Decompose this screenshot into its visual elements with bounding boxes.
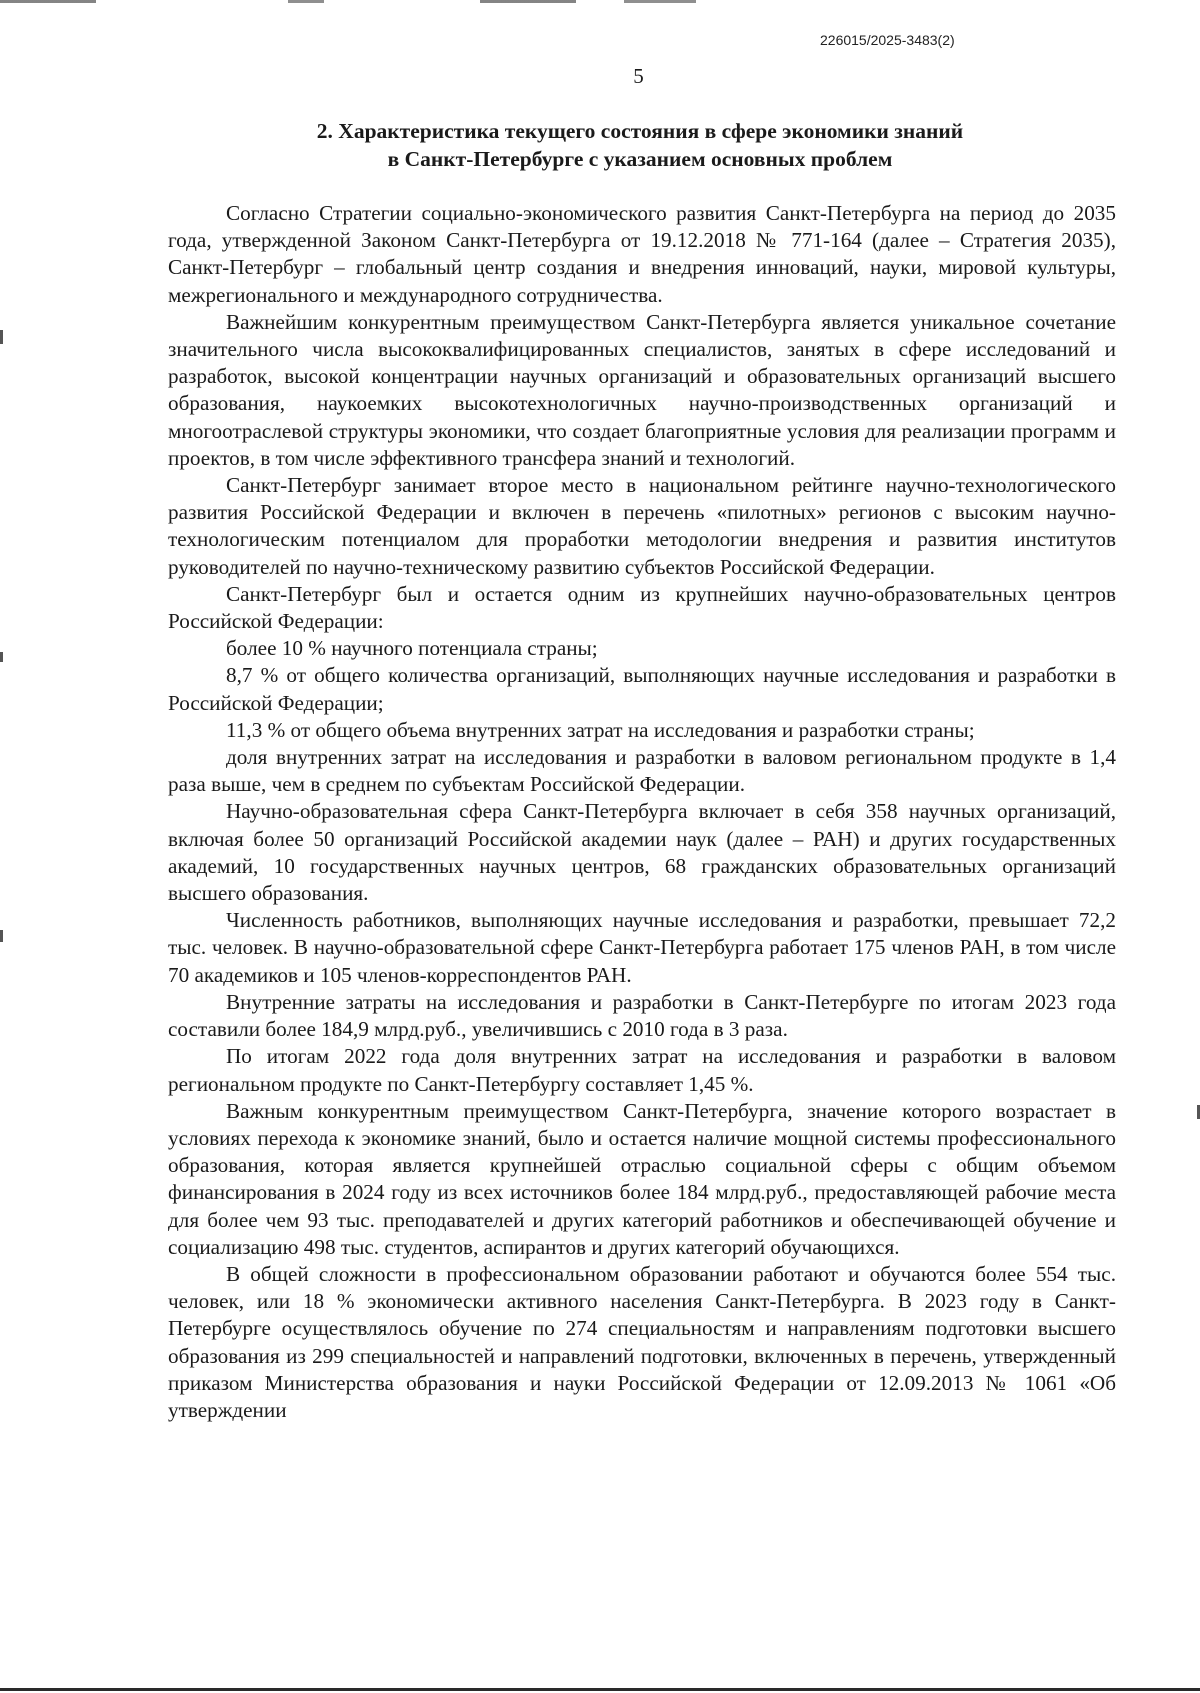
section-heading bbox=[170, 117, 1110, 173]
scan-mark-left bbox=[0, 930, 3, 942]
paragraph: Важнейшим конкурентным преимуществом Санкт-Петербурга является уникальное сочетание значительного числа высококвалифицированных специалистов, занятых в сфере исследований и разработок, высокой концентрации научных организаций и образовательных организаций высшего образования, наукоемких высокотехнологичных научно-производственных организаций и многоотраслевой структуры экономики, что создает благоприятные условия для реализации программ и проектов, в том числе эффективного трансфера знаний и технологий. bbox=[168, 309, 1116, 470]
list-item-paragraph: 11,3 % от общего объема внутренних затрат на исследования и разработки страны; bbox=[226, 717, 975, 742]
list-item-paragraph: 8,7 % от общего количества организаций, выполняющих научные исследования и разработки в Российской Федерации; bbox=[168, 663, 1116, 715]
list-item-paragraph: доля внутренних затрат на исследования и разработки в валовом региональном продукте в 1,4 раза выше, чем в среднем по субъектам Российской Федерации. bbox=[168, 745, 1116, 797]
document-registration-number: 226015/2025-3483(2) bbox=[820, 32, 955, 48]
paragraph: Санкт-Петербург занимает второе место в национальном рейтинге научно-технологического развития Российской Федерации и включен в перечень «пилотных» регионов с высоким научно-технологическим потенциалом для проработки методологии внедрения и развития институтов руководителей по научно-техническому развитию субъектов Российской Федерации. bbox=[168, 473, 1116, 579]
scan-border-top bbox=[0, 0, 1200, 3]
paragraph: Внутренние затраты на исследования и разработки в Санкт-Петербурге по итогам 2023 года составили более 184,9 млрд.руб., увеличившись с 2010 года в 3 раза. bbox=[168, 989, 1116, 1042]
paragraph: По итогам 2022 года доля внутренних затрат на исследования и разработки в валовом региональном продукте по Санкт-Петербургу составляет 1,45 %. bbox=[168, 1044, 1116, 1096]
document-body bbox=[168, 200, 1116, 1424]
paragraph: В общей сложности в профессиональном образовании работают и обучаются более 554 тыс. человек, или 18 % экономически активного населения Санкт-Петербурга. В 2023 году в Санкт-Петербурге осуществлялось обучение по 274 специальностям и направлениям подготовки высшего образования из 299 специальностей и направлений подготовки, включенных в перечень, утвержденный приказом Министерства образования и науки Российской Федерации от 12.09.2013 № 1061 «Об утверждении bbox=[168, 1261, 1116, 1422]
list-item-paragraph: более 10 % научного потенциала страны; bbox=[226, 636, 598, 661]
paragraph: Согласно Стратегии социально-экономического развития Санкт-Петербурга на период до 2035 года, утвержденной Законом Санкт-Петербурга от 19.12.2018 № 771-164 (далее – Стратегия 2035), Санкт-Петербург – глобальный центр создания и внедрения инноваций, науки, мировой культуры, межрегионального и международного сотрудничества. bbox=[168, 201, 1116, 307]
paragraph: Санкт-Петербург был и остается одним из крупнейших научно-образовательных центров Российской Федерации: bbox=[168, 581, 1116, 634]
page-number: 5 bbox=[633, 64, 644, 88]
paragraph: Научно-образовательная сфера Санкт-Петербурга включает в себя 358 научных организаций, включая более 50 организаций Российской академии наук (далее – РАН) и других государственных академий, 10 государственных научных центров, 68 гражданских образовательных организаций высшего образования. bbox=[168, 799, 1116, 906]
section-heading-line-1: 2. Характеристика текущего состояния в сфере экономики знаний bbox=[316, 119, 964, 143]
paragraph: Численность работников, выполняющих научные исследования и разработки, превышает 72,2 тыс. человек. В научно-образовательной сфере Санкт-Петербурга работает 175 членов РАН, в том числе 70 академиков и 105 членов-корреспондентов РАН. bbox=[168, 908, 1116, 987]
paragraph: Важным конкурентным преимуществом Санкт-Петербурга, значение которого возрастает в условиях перехода к экономике знаний, было и остается наличие мощной системы профессионального образования, которая является крупнейшей отраслью социальной сферы с общим объемом финансирования в 2024 году из всех источников более 184 млрд.руб., предоставляющей рабочие места для более чем 93 тыс. преподавателей и других категорий работников и обеспечивающей обучение и социализацию 498 тыс. студентов, аспирантов и других категорий обучающихся. bbox=[168, 1098, 1116, 1259]
section-heading-line-2: в Санкт-Петербурге с указанием основных проблем bbox=[387, 147, 893, 171]
scan-border-bottom bbox=[0, 1688, 1200, 1691]
scan-mark-left bbox=[0, 330, 3, 344]
scan-mark-left bbox=[0, 652, 3, 662]
